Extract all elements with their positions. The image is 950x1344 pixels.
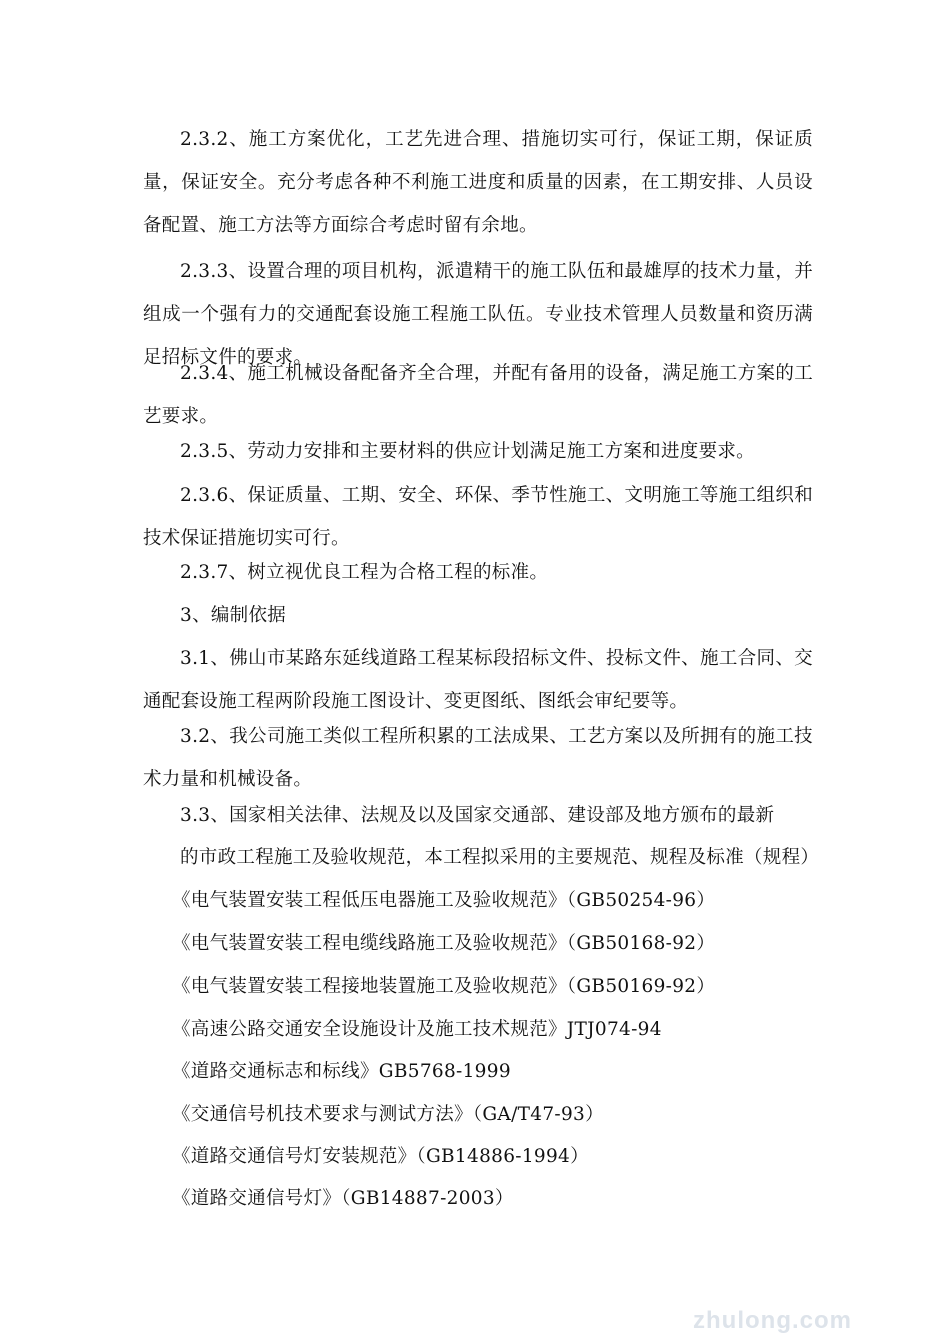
standard-item: 《电气装置安装工程低压电器施工及验收规范》（GB50254-96） bbox=[172, 890, 716, 911]
watermark-logo: zhulong.com bbox=[693, 1307, 852, 1334]
standard-item: 《电气装置安装工程接地装置施工及验收规范》（GB50169-92） bbox=[172, 976, 716, 997]
paragraph-3-3-line-1: 3.3、国家相关法律、法规及以及国家交通部、建设部及地方颁布的最新 bbox=[180, 805, 775, 826]
standard-item: 《道路交通标志和标线》GB5768-1999 bbox=[172, 1061, 511, 1082]
standard-item: 《道路交通信号灯》（GB14887-2003） bbox=[172, 1188, 514, 1209]
paragraph-2-3-5: 2.3.5、劳动力安排和主要材料的供应计划满足施工方案和进度要求。 bbox=[180, 441, 755, 462]
standard-item: 《电气装置安装工程电缆线路施工及验收规范》（GB50168-92） bbox=[172, 933, 716, 954]
standard-item: 《道路交通信号灯安装规范》（GB14886-1994） bbox=[172, 1146, 589, 1167]
paragraph-3-2: 3.2、我公司施工类似工程所积累的工法成果、工艺方案以及所拥有的施工技术力量和机械设备。 bbox=[143, 726, 813, 790]
paragraph-2-3-4: 2.3.4、施工机械设备配备齐全合理，并配有备用的设备，满足施工方案的工艺要求。 bbox=[143, 363, 813, 427]
paragraph-2-3-7: 2.3.7、树立视优良工程为合格工程的标准。 bbox=[180, 562, 549, 583]
section-heading-3: 3、编制依据 bbox=[180, 605, 287, 626]
standard-item: 《交通信号机技术要求与测试方法》（GA/T47-93） bbox=[172, 1104, 604, 1125]
paragraph-2-3-3: 2.3.3、设置合理的项目机构，派遣精干的施工队伍和最雄厚的技术力量，并组成一个强有力的交通配套设施工程施工队伍。专业技术管理人员数量和资历满足招标文件的要求。 bbox=[143, 261, 813, 368]
standard-item: 《高速公路交通安全设施设计及施工技术规范》JTJ074-94 bbox=[172, 1019, 662, 1040]
paragraph-3-3-line-2: 的市政工程施工及验收规范，本工程拟采用的主要规范、规程及标准（规程） bbox=[180, 847, 820, 868]
paragraph-3-1: 3.1、佛山市某路东延线道路工程某标段招标文件、投标文件、施工合同、交通配套设施工程两阶段施工图设计、变更图纸、图纸会审纪要等。 bbox=[143, 648, 813, 712]
paragraph-2-3-6: 2.3.6、保证质量、工期、安全、环保、季节性施工、文明施工等施工组织和技术保证措施切实可行。 bbox=[143, 485, 813, 549]
paragraph-2-3-2: 2.3.2、施工方案优化，工艺先进合理、措施切实可行，保证工期，保证质量，保证安全。充分考虑各种不利施工进度和质量的因素，在工期安排、人员设备配置、施工方法等方面综合考虑时留有余地。 bbox=[143, 129, 813, 236]
